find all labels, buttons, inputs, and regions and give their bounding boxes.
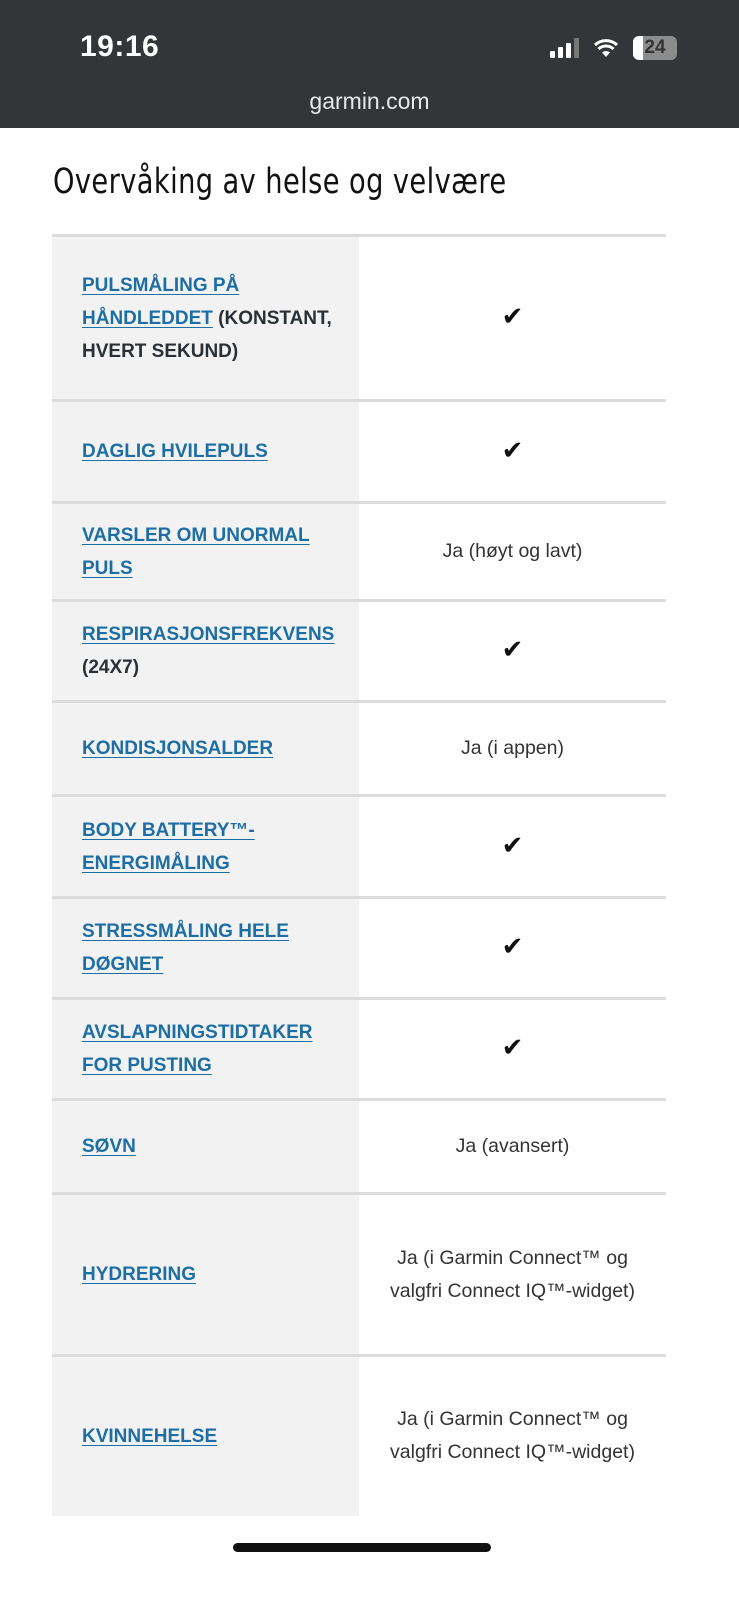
- page-title: Overvåking av helse og velvære: [53, 162, 507, 202]
- table-row: [52, 999, 666, 1100]
- feature-table: [52, 234, 666, 1516]
- feature-note: (KONSTANT, HVERT SEKUND): [82, 307, 332, 362]
- table-row: [52, 898, 666, 999]
- table-row: [52, 601, 666, 702]
- status-icons: [550, 36, 677, 60]
- table-row: [52, 1356, 666, 1516]
- address-bar[interactable]: garmin.com: [309, 88, 430, 114]
- feature-value-cell: [359, 702, 666, 796]
- feature-label-cell: [52, 503, 359, 601]
- feature-value-cell: [359, 1356, 666, 1516]
- battery-level: 24: [644, 37, 666, 58]
- feature-link[interactable]: HYDRERING: [82, 1264, 197, 1285]
- table-row: [52, 1100, 666, 1194]
- checkmark-icon: ✔: [501, 931, 524, 961]
- table-row: [52, 401, 666, 503]
- feature-link[interactable]: PULSMÅLING PÅ HÅNDLEDDET: [82, 274, 240, 329]
- feature-value: Ja (høyt og lavt): [442, 540, 583, 562]
- checkmark-icon: ✔: [501, 1032, 524, 1062]
- feature-link[interactable]: DAGLIG HVILEPULS: [82, 441, 268, 462]
- battery-icon: [633, 36, 677, 60]
- clock: 19:16: [80, 30, 160, 63]
- home-indicator[interactable]: [233, 1543, 491, 1552]
- feature-link[interactable]: RESPIRASJONSFREKVENS: [82, 624, 335, 645]
- feature-link[interactable]: STRESSMÅLING HELE DØGNET: [82, 921, 289, 975]
- feature-link[interactable]: VARSLER OM UNORMAL PULS: [82, 524, 310, 579]
- feature-value-cell: [359, 898, 666, 999]
- feature-value: Ja (i Garmin Connect™ og valgfri Connect IQ™-widget): [390, 1246, 635, 1302]
- browser-status-bar: [0, 0, 739, 128]
- cellular-signal-icon: [550, 38, 579, 58]
- feature-label-cell: [52, 1194, 359, 1356]
- feature-label-cell: [52, 702, 359, 796]
- feature-label-cell: [52, 999, 359, 1100]
- table-row: [52, 503, 666, 601]
- feature-label-cell: [52, 796, 359, 898]
- table-row: [52, 796, 666, 898]
- feature-link[interactable]: KVINNEHELSE: [82, 1425, 218, 1447]
- feature-value-cell: [359, 401, 666, 503]
- feature-link[interactable]: SØVN: [82, 1136, 136, 1157]
- feature-label-cell: [52, 1100, 359, 1194]
- feature-label-cell: [52, 236, 359, 401]
- feature-value-cell: [359, 796, 666, 898]
- feature-link[interactable]: BODY BATTERY™-ENERGIMÅLING: [82, 819, 255, 874]
- feature-label-cell: [52, 898, 359, 999]
- table-row: [52, 236, 666, 401]
- feature-value-cell: [359, 601, 666, 702]
- feature-link[interactable]: AVSLAPNINGSTIDTAKER FOR PUSTING: [82, 1022, 313, 1076]
- feature-value: Ja (avansert): [455, 1135, 570, 1157]
- feature-value-cell: [359, 503, 666, 601]
- feature-value: Ja (i appen): [461, 737, 564, 759]
- table-row: [52, 1194, 666, 1356]
- feature-value-cell: [359, 1194, 666, 1356]
- checkmark-icon: ✔: [501, 829, 524, 860]
- feature-value-cell: [359, 236, 666, 401]
- checkmark-icon: ✔: [501, 434, 524, 465]
- feature-value: Ja (i Garmin Connect™ og valgfri Connect IQ™-widget): [390, 1408, 635, 1464]
- feature-label-cell: [52, 1356, 359, 1516]
- checkmark-icon: ✔: [501, 301, 524, 331]
- checkmark-icon: ✔: [501, 634, 524, 664]
- wifi-icon: [593, 38, 619, 58]
- feature-value-cell: [359, 999, 666, 1100]
- table-row: [52, 702, 666, 796]
- feature-label-cell: [52, 601, 359, 702]
- feature-label-cell: [52, 401, 359, 503]
- feature-value-cell: [359, 1100, 666, 1194]
- feature-link[interactable]: KONDISJONSALDER: [82, 738, 274, 759]
- feature-note: (24X7): [82, 657, 140, 678]
